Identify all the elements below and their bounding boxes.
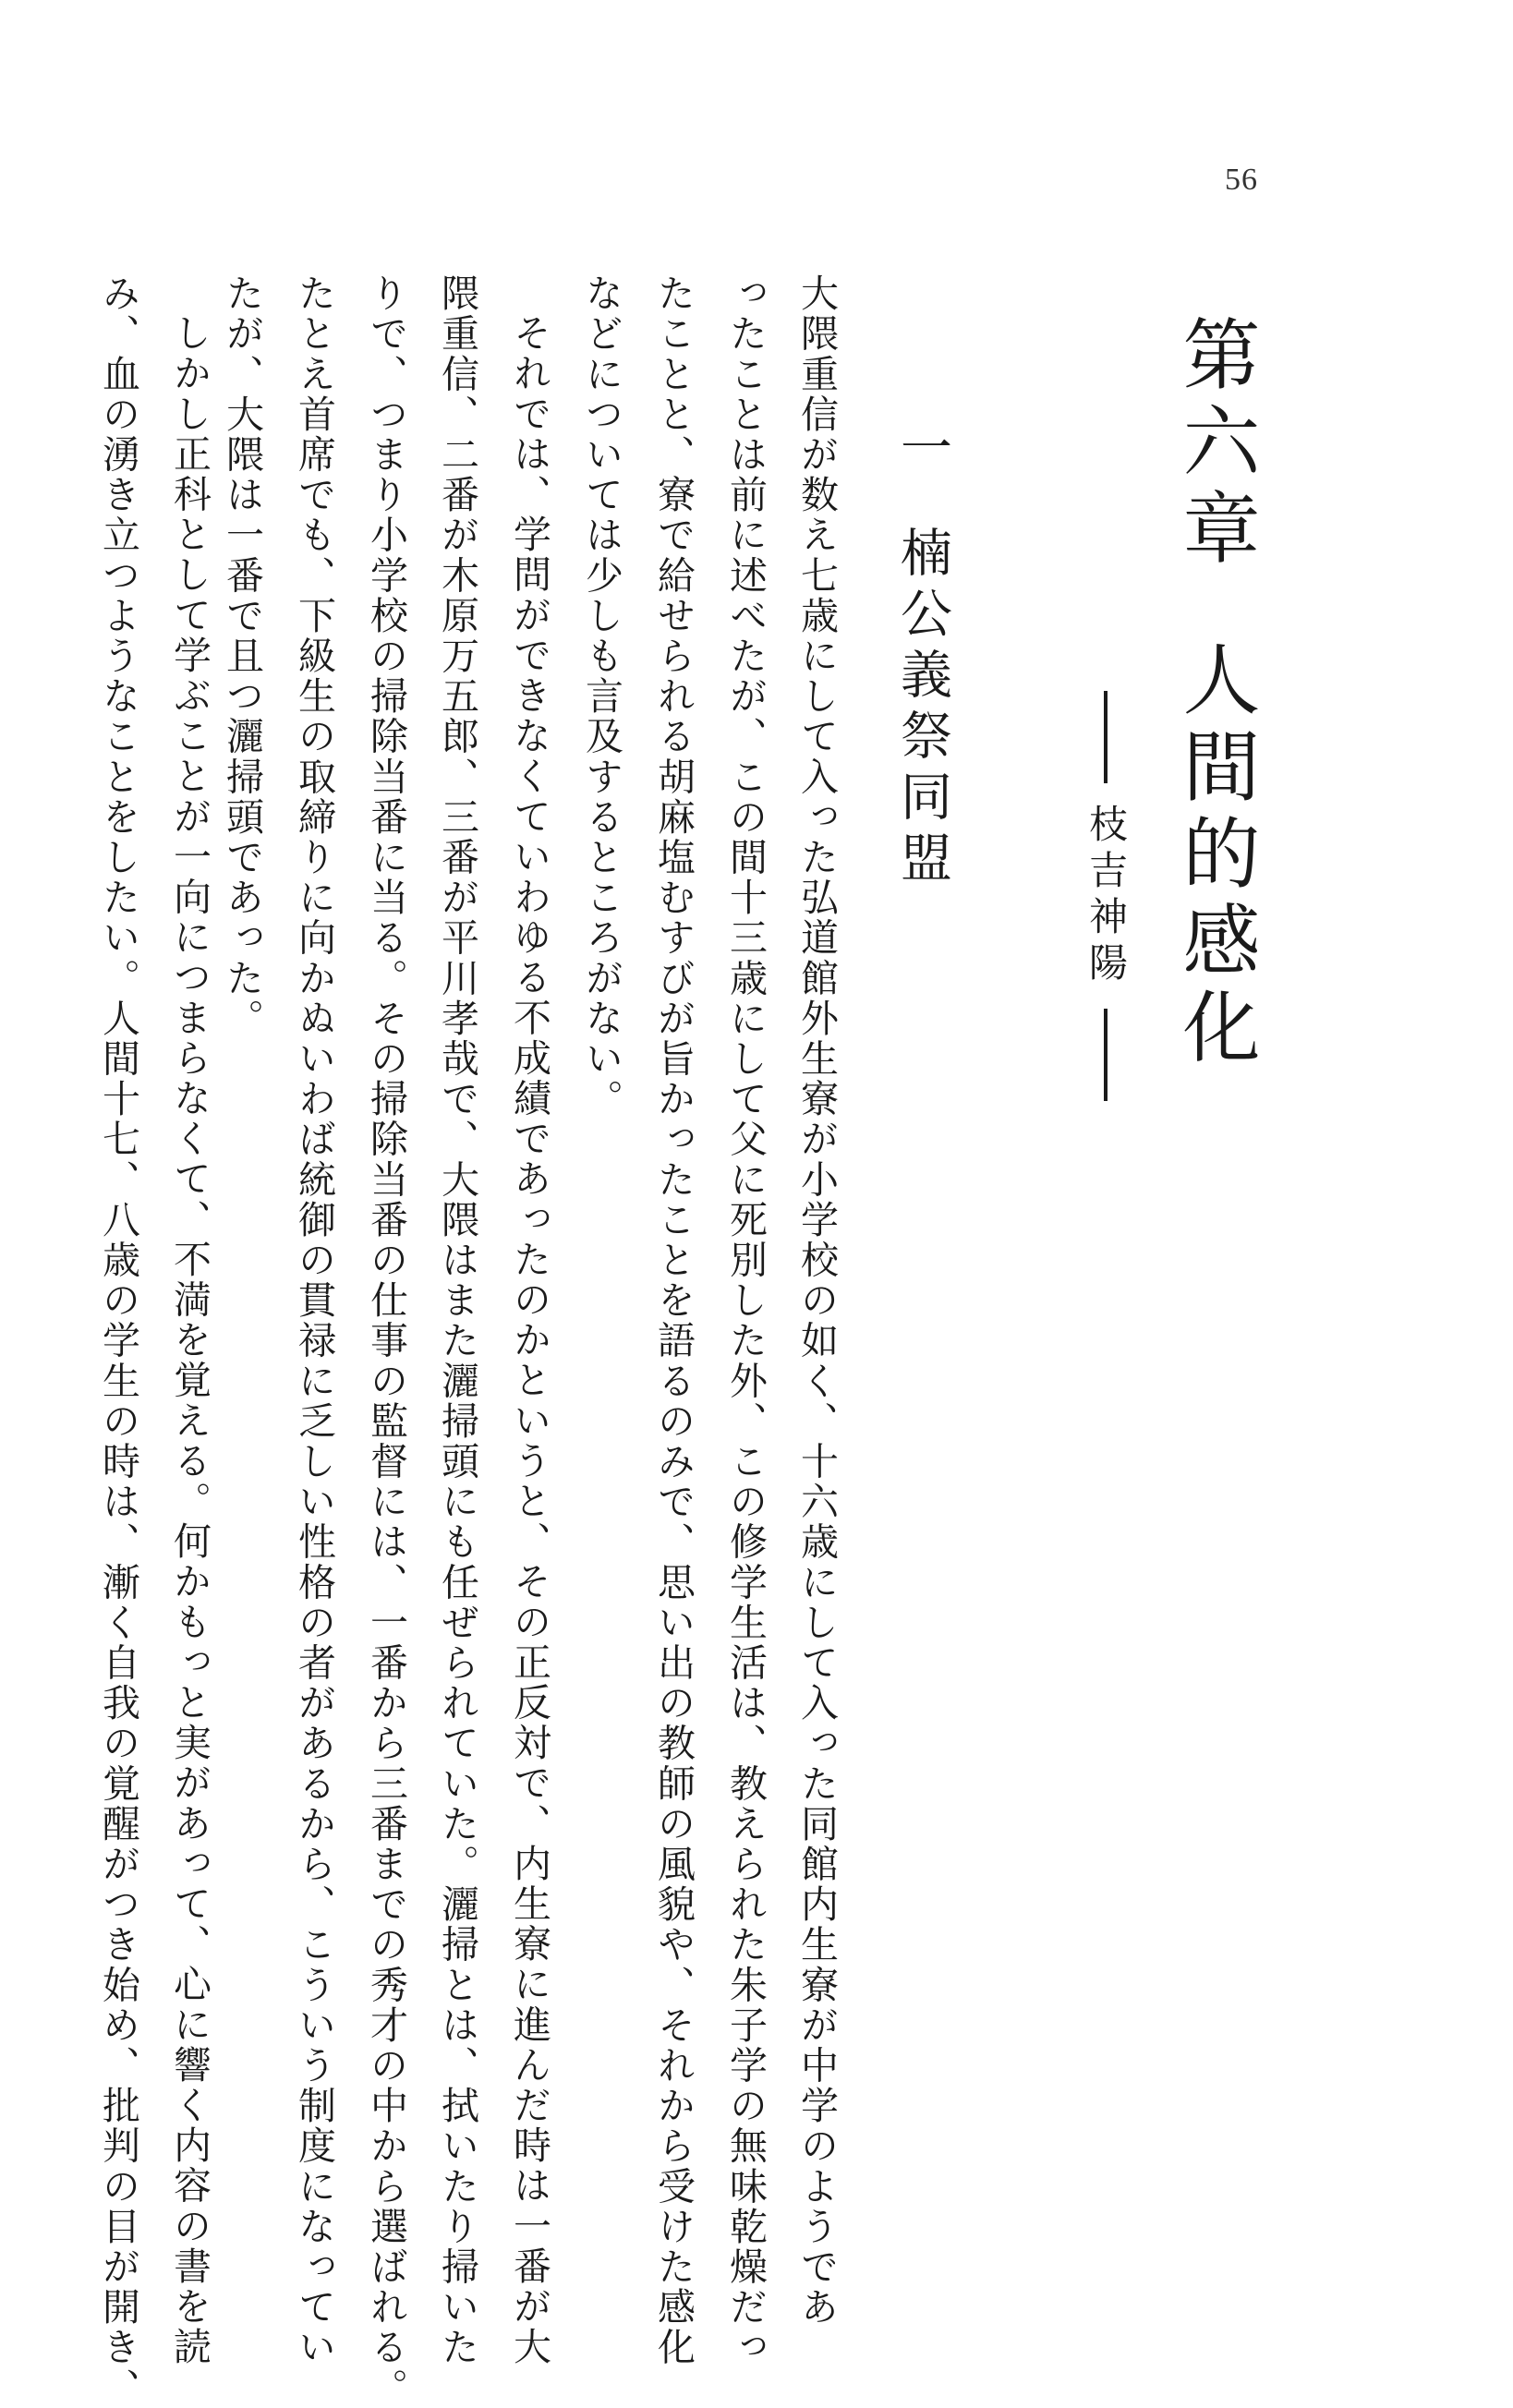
chapter-name: 人間的感化 [1170, 639, 1261, 1073]
section-number: 一 [892, 420, 952, 481]
page-number: 56 [1225, 163, 1258, 197]
body-line-6: 隈重信、二番が木原万五郎、三番が平川孝哉で、大隈はまた灑掃頭にも任ぜられていた。灑掃とは、拭いたり掃いた [435, 273, 479, 2368]
body-line-7: りで、つまり小学校の掃除当番に当る。その掃除当番の仕事の監督には、一番から三番までの秀才の中から選ばれる。 [364, 273, 408, 2408]
body-line-1: 大隈重信が数え七歳にして入った弘道館外生寮が小学校の如く、十六歳にして入った同館内生寮が中学のようであ [794, 273, 839, 2328]
chapter-number: 第六章 [1170, 314, 1261, 575]
chapter-subtitle [1083, 691, 1128, 1101]
body-line-9: たが、大隈は一番で且つ灑掃頭であった。 [220, 273, 264, 1039]
body-line-4: などについては少しも言及するところがない。 [579, 273, 623, 1119]
section-heading [892, 420, 951, 891]
body-line-5: それでは、学問ができなくていわゆる不成績であったのかというと、その正反対で、内生寮に進んだ時は一番が大 [507, 313, 551, 2367]
chapter-title [1171, 314, 1260, 1073]
subtitle-dash-bottom [1104, 1009, 1108, 1101]
body-line-2: ったことは前に述べたが、この間十三歳にして父に死別した外、この修学生活は、教えられた朱子学の無味乾燥だっ [723, 273, 768, 2368]
body-line-10: しかし正科として学ぶことが一向につまらなくて、不満を覚える。何かもっと実があって、心に響く内容の書を読 [167, 313, 212, 2367]
subtitle-text: 枝吉神陽 [1083, 804, 1129, 988]
body-line-3: たことと、寮で給せられる胡麻塩むすびが旨かったことを語るのみで、思い出の教師の風貌や、それから受けた感化 [651, 273, 696, 2368]
section-title: 楠公義祭同盟 [892, 526, 952, 891]
body-line-11: み、血の湧き立つようなことをしたい。人間十七、八歳の学生の時は、漸く自我の覚醒がつき始め、批判の目が開き、 [96, 273, 140, 2408]
body-line-8: たとえ首席でも、下級生の取締りに向かぬいわば統御の貫禄に乏しい性格の者があるから、こういう制度になってい [292, 273, 336, 2368]
subtitle-dash-top [1104, 691, 1108, 783]
